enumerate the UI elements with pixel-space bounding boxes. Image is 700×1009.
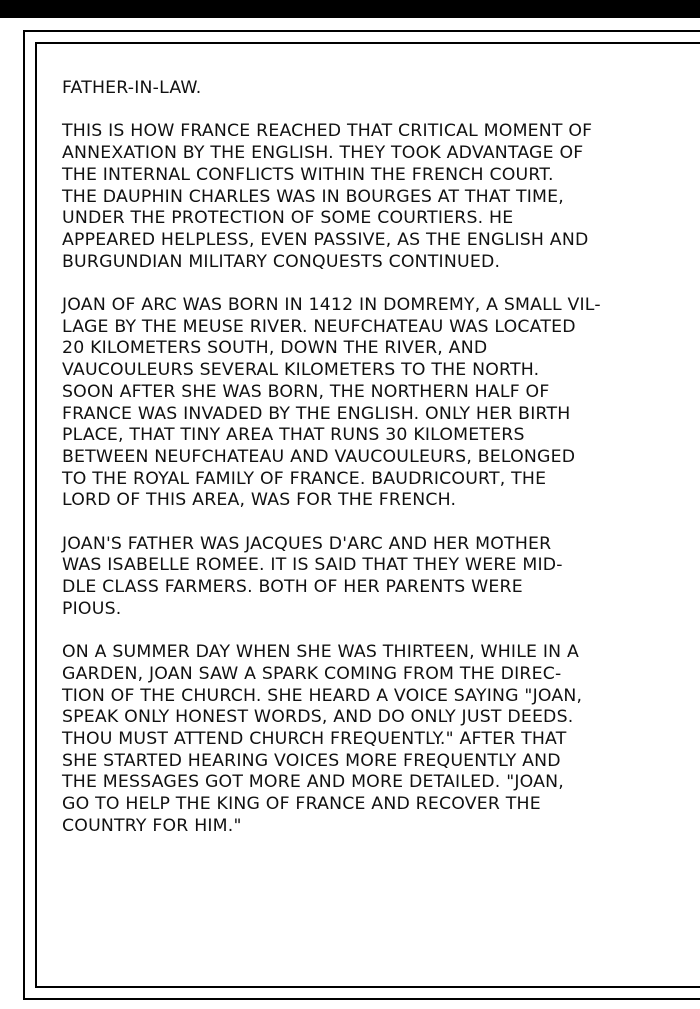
paragraph-joan-voices: ON A SUMMER DAY WHEN SHE WAS THIRTEEN, WHILE IN A GARDEN, JOAN SAW A SPARK COMING FROM THE DIREC- TION OF THE CHURCH. SHE HEARD A VOICE SAYING "JOAN, SPEAK ONLY HONEST WORDS, AND DO ONLY JUST DEEDS. THOU MUST ATTEND CHURCH FREQUENTLY." AFTER THAT SHE STARTED HEARING VOICES MORE FREQUENTLY AND THE MESSAGES GOT MORE AND MORE DETAILED. "JOAN, GO TO HELP THE KING OF FRANCE AND RECOVER THE COUNTRY FOR HIM." <box>62 642 583 836</box>
top-black-band <box>0 0 700 18</box>
paragraph-annexation: THIS IS HOW FRANCE REACHED THAT CRITICAL MOMENT OF ANNEXATION BY THE ENGLISH. THEY TOOK ADVANTAGE OF THE INTERNAL CONFLICTS WITHIN THE FRENCH COURT. THE DAUPHIN CHARLES WAS IN BOURGES AT THAT TIME, UNDER THE PROTECTION OF SOME COURTIERS. HE APPEARED HELPLESS, EVEN PASSIVE, AS THE ENGLISH AND BURGUNDIAN MILITARY CONQUESTS CONTINUED. <box>62 121 593 272</box>
paragraph-father-in-law: FATHER-IN-LAW. <box>62 78 202 98</box>
paragraph-joan-birth: JOAN OF ARC WAS BORN IN 1412 IN DOMREMY, A SMALL VIL- LAGE BY THE MEUSE RIVER. NEUFCHATEAU WAS LOCATED 20 KILOMETERS SOUTH, DOWN THE RIVER, AND VAUCOULEURS SEVERAL KILOMETERS TO THE NORTH. SOON AFTER SHE WAS BORN, THE NORTHERN HALF OF FRANCE WAS INVADED BY THE ENGLISH. ONLY HER BIRTH PLACE, THAT TINY AREA THAT RUNS 30 KILOMETERS BETWEEN NEUFCHATEAU AND VAUCOULEURS, BELONGED TO THE ROYAL FAMILY OF FRANCE. BAUDRICOURT, THE LORD OF THIS AREA, WAS FOR THE FRENCH. <box>62 295 601 511</box>
narration-text-block <box>62 78 662 838</box>
paragraph-joan-parents: JOAN'S FATHER WAS JACQUES D'ARC AND HER MOTHER WAS ISABELLE ROMEE. IT IS SAID THAT THEY WERE MID- DLE CLASS FARMERS. BOTH OF HER PARENTS WERE PIOUS. <box>62 533 563 619</box>
